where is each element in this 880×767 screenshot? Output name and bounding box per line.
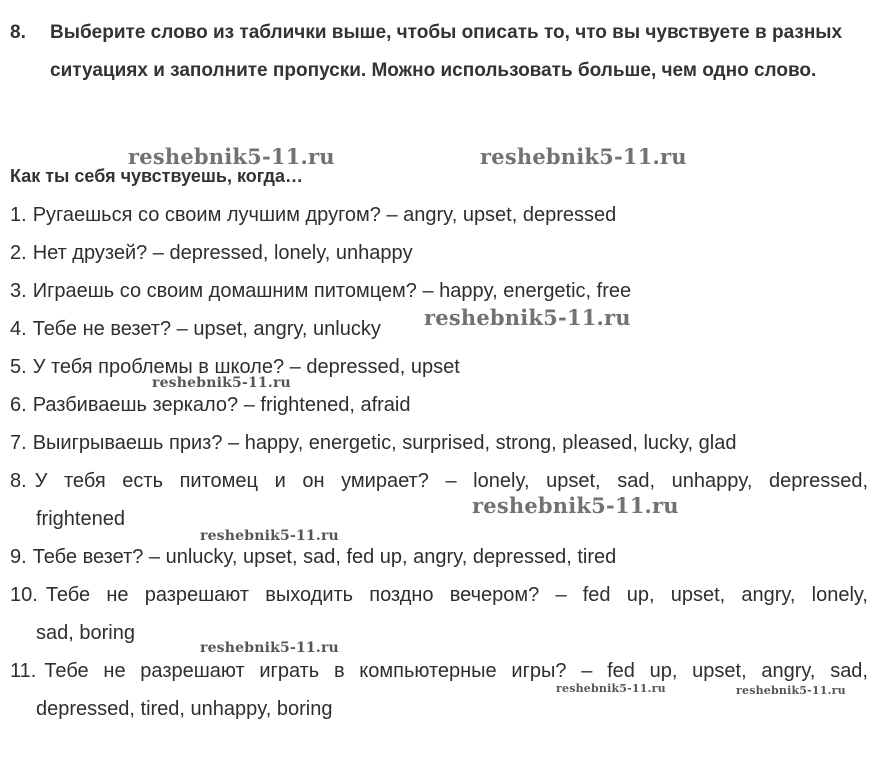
watermark: reshebnik5-11.ru <box>128 144 335 169</box>
watermark: reshebnik5-11.ru <box>480 144 687 169</box>
item-text-continued: sad, boring <box>36 622 135 644</box>
item-text: Ругаешься со своим лучшим другом? – angry, upset, depressed <box>32 204 617 226</box>
task-instructions: Выберите слово из таблички выше, чтобы описать то, что вы чувствуете в разных ситуациях и заполните пропуски. Можно использовать больше, чем одно слово. <box>50 22 843 81</box>
list-item <box>10 234 868 272</box>
item-number: 1. <box>10 204 27 226</box>
list-item <box>10 538 868 576</box>
item-number: 7. <box>10 432 27 454</box>
watermark: reshebnik5-11.ru <box>472 493 679 518</box>
item-text: Тебе не разрешают выходить поздно вечером? – fed up, upset, angry, lonely, <box>45 584 868 606</box>
watermark: reshebnik5-11.ru <box>200 640 339 656</box>
item-text: Тебе везет? – unlucky, upset, sad, fed up, angry, depressed, tired <box>32 546 617 568</box>
answer-list <box>10 196 868 728</box>
list-item <box>10 386 868 424</box>
item-number: 11. <box>10 660 37 682</box>
item-text: Тебе не везет? – upset, angry, unlucky <box>32 318 381 340</box>
item-text: Выигрываешь приз? – happy, energetic, surprised, strong, pleased, lucky, glad <box>32 432 737 454</box>
watermark: reshebnik5-11.ru <box>556 682 666 695</box>
list-item <box>10 576 868 652</box>
item-number: 4. <box>10 318 27 340</box>
list-item <box>10 424 868 462</box>
watermark: reshebnik5-11.ru <box>200 528 339 544</box>
list-item <box>10 462 868 538</box>
item-number: 6. <box>10 394 27 416</box>
item-text-continued: frightened <box>36 508 125 530</box>
list-item <box>10 196 868 234</box>
item-number: 5. <box>10 356 27 378</box>
item-text: Играешь со своим домашним питомцем? – happy, energetic, free <box>32 280 632 302</box>
item-number: 3. <box>10 280 27 302</box>
section-subtitle: Как ты себя чувствуешь, когда… <box>10 166 303 186</box>
task-heading <box>10 14 870 90</box>
item-text-continued: depressed, tired, unhappy, boring <box>36 698 333 720</box>
watermark: reshebnik5-11.ru <box>152 375 291 391</box>
item-number: 9. <box>10 546 27 568</box>
item-text: Нет друзей? – depressed, lonely, unhappy <box>32 242 413 264</box>
item-text: Разбиваешь зеркало? – frightened, afraid <box>32 394 411 416</box>
list-item <box>10 348 868 386</box>
item-number: 8. <box>10 470 27 492</box>
watermark: reshebnik5-11.ru <box>424 305 631 330</box>
item-number: 2. <box>10 242 27 264</box>
item-text: Тебе не разрешают играть в компьютерные игры? – fed up, upset, angry, sad, <box>44 660 868 682</box>
task-number: 8. <box>10 22 26 43</box>
item-number: 10. <box>10 584 38 606</box>
item-text: У тебя проблемы в школе? – depressed, upset <box>32 356 460 378</box>
item-text: У тебя есть питомец и он умирает? – lonely, upset, sad, unhappy, depressed, <box>34 470 868 492</box>
watermark: reshebnik5-11.ru <box>736 684 846 697</box>
